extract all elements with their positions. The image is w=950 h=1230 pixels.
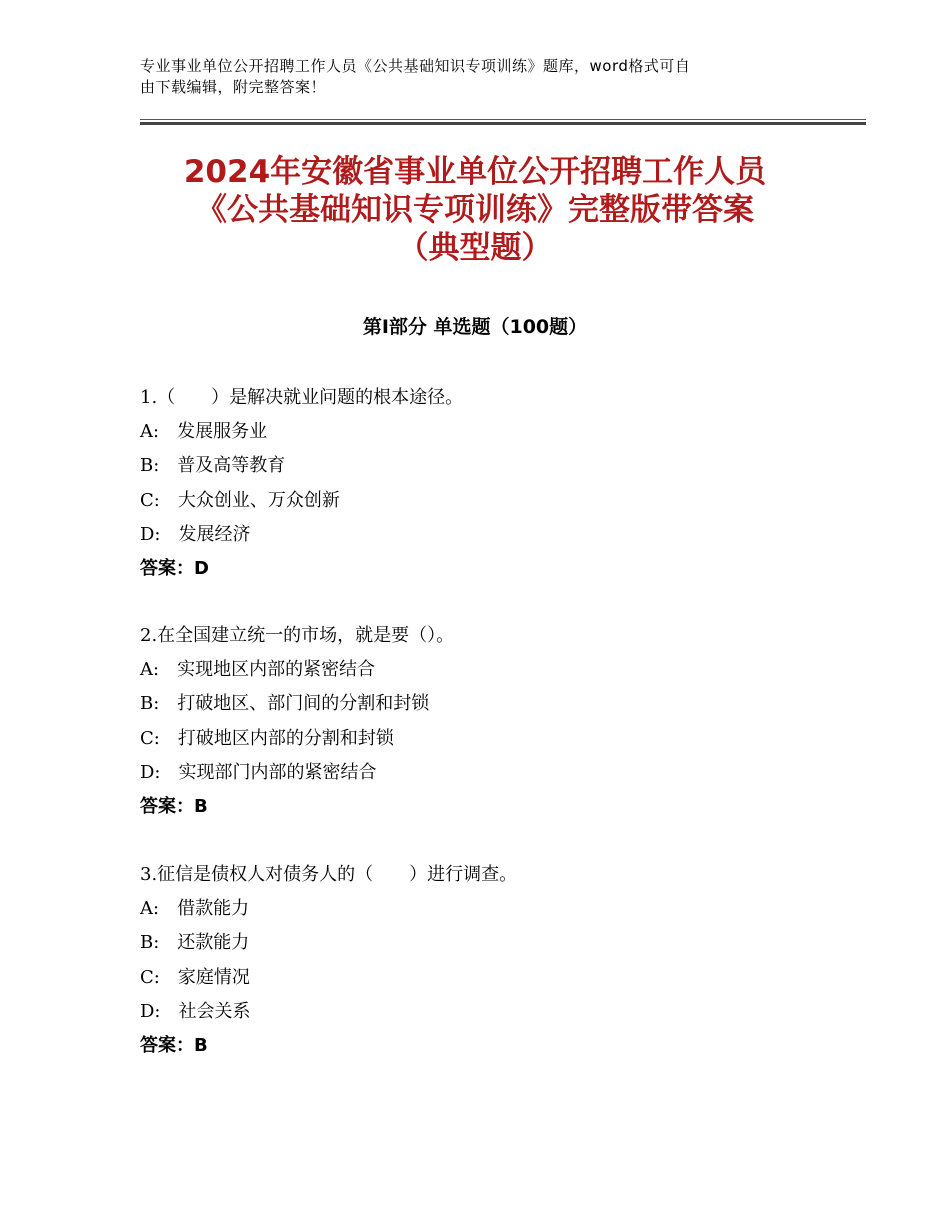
option-b: B: 打破地区、部门间的分割和封锁	[140, 693, 430, 715]
option-d: D: 社会关系	[140, 1000, 251, 1022]
option-b: B: 还款能力	[140, 932, 250, 954]
question-2	[140, 622, 860, 827]
header-note-line-2: 由下载编辑，附完整答案！	[140, 78, 327, 96]
option-a: A: 借款能力	[140, 898, 250, 920]
option-b: B: 普及高等教育	[140, 455, 286, 477]
document-title-line-1: 2024年安徽省事业单位公开招聘工作人员	[183, 154, 767, 190]
question-stem: 1.（ ）是解决就业问题的根本途径。	[140, 387, 464, 408]
header-divider-thick	[140, 122, 866, 125]
header-divider-thin	[140, 119, 866, 120]
document-title-line-2: 《公共基础知识专项训练》完整版带答案	[196, 192, 754, 228]
option-c: C: 大众创业、万众创新	[140, 489, 340, 511]
question-stem: 3.征信是债权人对债务人的（ ）进行调查。	[140, 864, 518, 885]
option-a: A: 发展服务业	[140, 421, 268, 443]
answer: 答案：D	[140, 557, 209, 579]
answer: 答案：B	[140, 795, 208, 817]
header-note-line-1: 专业事业单位公开招聘工作人员《公共基础知识专项训练》题库，word格式可自	[140, 57, 691, 75]
question-stem: 2.在全国建立统一的市场，就是要（）。	[140, 625, 455, 646]
document-title	[95, 153, 855, 267]
document-title-line-3: （典型题）	[397, 230, 553, 266]
option-c: C: 打破地区内部的分割和封锁	[140, 727, 394, 749]
header-note	[140, 56, 820, 98]
section-title: 第Ⅰ部分 单选题（100题）	[362, 316, 588, 338]
option-a: A: 实现地区内部的紧密结合	[140, 659, 376, 681]
question-1	[140, 384, 860, 589]
question-3	[140, 861, 860, 1066]
option-d: D: 发展经济	[140, 523, 251, 545]
option-d: D: 实现部门内部的紧密结合	[140, 761, 377, 783]
answer: 答案：B	[140, 1034, 208, 1056]
option-c: C: 家庭情况	[140, 966, 250, 988]
